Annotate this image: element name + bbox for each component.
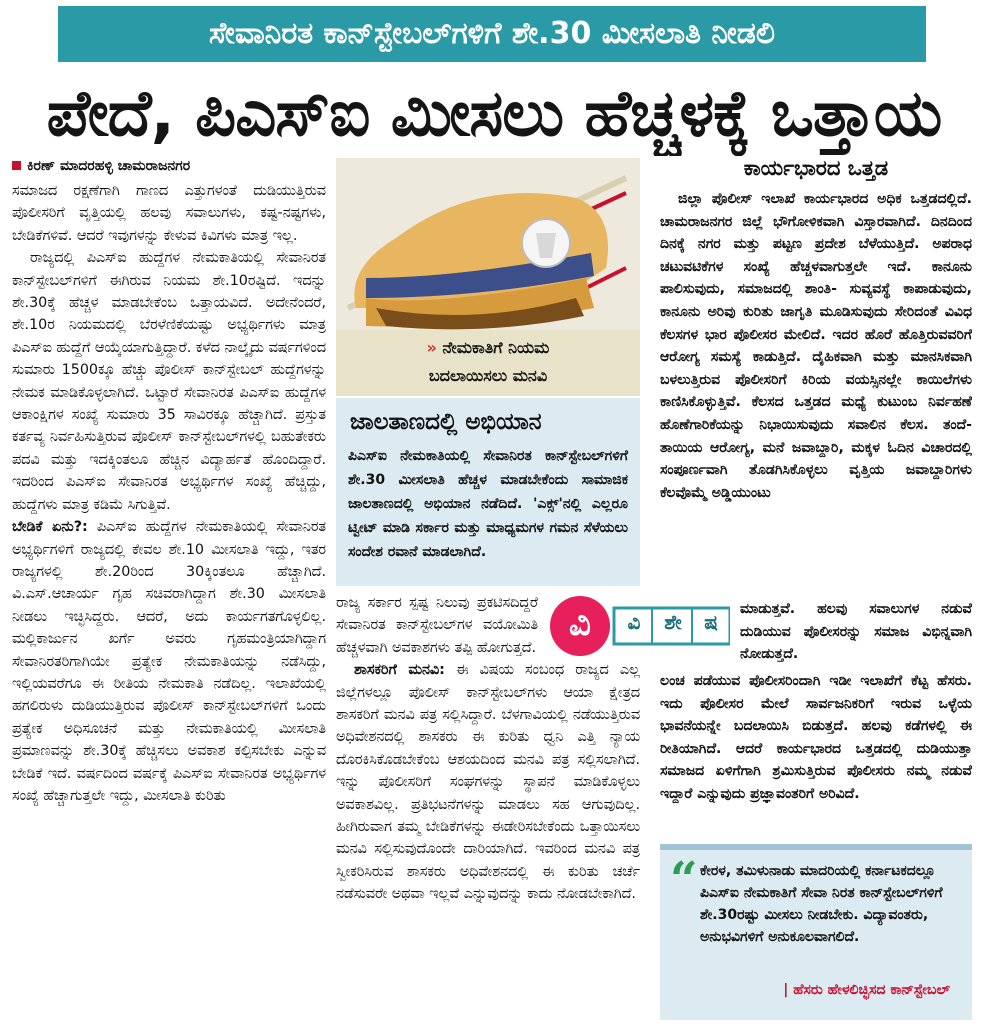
paragraph: ರಾಜ್ಯದಲ್ಲಿ ಪಿಎಸ್‌ಐ ಹುದ್ದೆಗಳ ನೇಮಕಾತಿಯಲ್ಲಿ ಸೇವಾನಿರತ ಕಾನ್‌ಸ್ಟೇಬಲ್‌ಗಳಿಗೆ ಈಗಿರುವ ನಿಯಮ ಶೇ.10ರಷ್ಟಿದೆ. ಇದನ್ನು ಶೇ.30ಕ್ಕೆ ಹೆಚ್ಚಳ ಮಾಡಬೇಕೆಂಬ ಒತ್ತಾಯವಿದೆ. ಅದೇನೆಂದರೆ, ಶೇ.10ರ ನಿಯಮದಲ್ಲಿ ಬೆರಳೆಣಿಕೆಯಷ್ಟು ಅಭ್ಯರ್ಥಿಗಳು ಮಾತ್ರ ಪಿಎಸ್‌ಐ ಹುದ್ದೆಗೆ ಆಯ್ಕೆಯಾಗುತ್ತಿದ್ದಾರೆ. ಕಳೆದ ನಾಲ್ಕೈದು ವರ್ಷಗಳಿಂದ ಸುಮಾರು 1500ಕ್ಕೂ ಹೆಚ್ಚು ಪೊಲೀಸ್ ಕಾನ್‌ಸ್ಟೇಬಲ್ ಹುದ್ದೆಗಳನ್ನು ನೇಮಕ ಮಾಡಿಕೊಳ್ಳಲಾಗಿದೆ. ಒಟ್ಟಾರೆ ಸೇವಾನಿರತ ಪಿಎಸ್‌ಐ ಹುದ್ದೆಗಳ ಆಕಾಂಕ್ಷಿಗಳ ಸಂಖ್ಯೆ ಸುಮಾರು 35 ಸಾವಿರಕ್ಕೂ ಹೆಚ್ಚಾಗಿದೆ. ಪ್ರಸ್ತುತ ಕರ್ತವ್ಯ ನಿರ್ವಹಿಸುತ್ತಿರುವ ಪೊಲೀಸ್ ಕಾನ್‌ಸ್ಟೇಬಲ್‌ಗಳಲ್ಲಿ ಬಹುತೇಕರು ಪದವಿ ಮತ್ತು ಇದಕ್ಕಿಂತಲೂ ಹೆಚ್ಚಿನ ವಿದ್ಯಾರ್ಹತೆ ಹೊಂದಿದ್ದಾರೆ. ಇದರಿಂದ ಪಿಎಸ್‌ಐ ಸೇವಾನಿರತ ಅಭ್ಯರ್ಥಿಗಳ ಸಂಖ್ಯೆ ಹೆಚ್ಚಿದ್ದು, ಹುದ್ದೆಗಳು ಮಾತ್ರ ಕಡಿಮೆ ಸಿಗುತ್ತಿವೆ. <box>12 250 326 513</box>
quote-attribution: | ಹೆಸರು ಹೇಳಲಿಚ್ಛಿಸದ ಕಾನ್‌ಸ್ಟೇಬಲ್ <box>783 982 950 998</box>
paragraph-text: ಈ ವಿಷಯ ಸಂಬಂಧ ರಾಜ್ಯದ ಎಲ್ಲ ಜಿಲ್ಲೆಗಳಲ್ಲೂ ಪೊಲೀಸ್ ಕಾನ್‌ಸ್ಟೇಬಲ್‌ಗಳು ಆಯಾ ಕ್ಷೇತ್ರದ ಶಾಸಕರಿಗೆ ಮನವಿ ಪತ್ರ ಸಲ್ಲಿಸಿದ್ದಾರೆ. ಬೆಳಗಾವಿಯಲ್ಲಿ ನಡೆಯುತ್ತಿರುವ ಅಧಿವೇಶನದಲ್ಲಿ ಶಾಸಕರು ಈ ಕುರಿತು ಧ್ವನಿ ಎತ್ತಿ ನ್ಯಾಯ ದೊರಕಿಸಿಕೊಡಬೇಕೆಂಬ ಆಶಯದಿಂದ ಮನವಿ ಪತ್ರ ಸಲ್ಲಿಸಲಾಗಿದೆ. ಇನ್ನು ಪೊಲೀಸರಿಗೆ ಸಂಘಗಳನ್ನು ಸ್ಥಾಪನೆ ಮಾಡಿಕೊಳ್ಳಲು ಅವಕಾಶವಿಲ್ಲ. ಪ್ರತಿಭಟನೆಗಳನ್ನು ಮಾಡಲು ಸಹ ಆಗುವುದಿಲ್ಲ. ಹೀಗಿರುವಾಗ ತಮ್ಮ ಬೇಡಿಕೆಗಳನ್ನು ಈಡೇರಿಸಬೇಕೆಂದು ಒತ್ತಾಯಿಸಲು ಮನವಿ ಸಲ್ಲಿಸುವುದೊಂದೇ ದಾರಿಯಾಗಿದೆ. ಇವರಿಂದ ಮನವಿ ಪತ್ರ ಸ್ವೀಕರಿಸಿರುವ ಶಾಸಕರು ಅಧಿವೇಶನದಲ್ಲಿ ಈ ಕುರಿತು ಚರ್ಚೆ ನಡೆಸುವರೇ ಅಥವಾ ಇಲ್ಲವೆ ಎನ್ನುವುದನ್ನು ಕಾದು ನೋಡಬೇಕಾಗಿದೆ. <box>336 662 640 903</box>
caption-line: ಬದಲಾಯಿಸಲು ಮನವಿ <box>428 366 548 385</box>
byline-text: ಕಿರಣ್ ಮಾದರಹಳ್ಳಿ ಚಾಮರಾಜನಗರ <box>27 158 191 174</box>
paragraph <box>12 516 326 807</box>
vishesha-v: ವಿ <box>569 604 591 644</box>
caption-line: ನೇಮಕಾತಿಗೆ ನಿಯಮ <box>442 338 550 357</box>
paragraph-text: ಪಿಎಸ್‌ಐ ಹುದ್ದೆಗಳ ನೇಮಕಾತಿಯಲ್ಲಿ ಸೇವಾನಿರತ ಅಭ್ಯರ್ಥಿಗಳಿಗೆ ರಾಜ್ಯದಲ್ಲಿ ಕೇವಲ ಶೇ.10 ಮೀಸಲಾತಿ ಇದ್ದು, ಇತರ ರಾಜ್ಯಗಳಲ್ಲಿ ಶೇ.20ರಿಂದ 30ಕ್ಕಿಂತಲೂ ಹೆಚ್ಚಾಗಿದೆ. ವಿ.ಎಸ್.ಆಚಾರ್ಯ ಗೃಹ ಸಚಿವರಾಗಿದ್ದಾಗ ಶೇ.30 ಮೀಸಲಾತಿ ನೀಡಲು ಇಚ್ಛಿಸಿದ್ದರು. ಆದರೆ, ಅದು ಕಾರ್ಯಗತಗೊಳ್ಳಲಿಲ್ಲ. ಮಲ್ಲಿಕಾರ್ಜುನ ಖರ್ಗೆ ಅವರು ಗೃಹಮಂತ್ರಿಯಾಗಿದ್ದಾಗ ಸೇವಾನಿರತರಿಗಾಗಿಯೇ ಪ್ರತ್ಯೇಕ ನೇಮಕಾತಿಯನ್ನು ನಡೆಸಿದ್ದು, ಇಲ್ಲಿಯವರೆಗೂ ಈ ರೀತಿಯ ನೇಮಕಾತಿ ನಡೆದಿಲ್ಲ. ಇಲಾಖೆಯಲ್ಲಿ ಹಗಲಿರುಳು ದುಡಿಯುತ್ತಿರುವ ಪೊಲೀಸ್ ಕಾನ್‌ಸ್ಟೇಬಲ್‌ಗಳಿಗೆ ಒಂದು ಪ್ರತ್ಯೇಕ ಅಧಿಸೂಚನೆ ಮತ್ತು ನೇಮಕಾತಿಯಲ್ಲಿ ಮೀಸಲಾತಿ ಪ್ರಮಾಣವನ್ನು ಶೇ.30ಕ್ಕೆ ಹೆಚ್ಚಿಸಲು ಅವಕಾಶ ಕಲ್ಪಿಸಬೇಕು ಎನ್ನುವ ಬೇಡಿಕೆ ಇದೆ. ವರ್ಷದಿಂದ ವರ್ಷಕ್ಕೆ ಪಿಎಸ್‌ಐ ಸೇವಾನಿರತ ಅಭ್ಯರ್ಥಿಗಳ ಸಂಖ್ಯೆ ಹೆಚ್ಚಾಗುತ್ತಲೇ ಇದ್ದು, ಮೀಸಲಾತಿ ಕುರಿತು <box>12 519 326 804</box>
paragraph: ಸಮಾಜದ ರಕ್ಷಣೆಗಾಗಿ ಗಾಣದ ಎತ್ತುಗಳಂತೆ ದುಡಿಯುತ್ತಿರುವ ಪೊಲೀಸರಿಗೆ ವೃತ್ತಿಯಲ್ಲಿ ಹಲವು ಸವಾಲುಗಳು, ಕಷ್ಟ-ನಷ್ಟಗಳು, ಬೇಡಿಕೆಗಳಿವೆ. ಆದರೆ ಇವುಗಳನ್ನು ಕೇಳುವ ಕಿವಿಗಳು ಮಾತ್ರ ಇಲ್ಲ. <box>12 183 326 244</box>
photo-caption <box>336 330 640 396</box>
column-right-cont <box>740 598 972 668</box>
quote-mark-icon: “ <box>670 852 698 908</box>
police-cap-illustration <box>336 158 640 330</box>
subheading: ಬೇಡಿಕೆ ಏನು?: <box>12 519 88 536</box>
box-title: ಜಾಲತಾಣದಲ್ಲಿ ಅಭಿಯಾನ <box>350 409 542 435</box>
paragraph: ಜಿಲ್ಲಾ ಪೊಲೀಸ್ ಇಲಾಖೆ ಕಾರ್ಯಭಾರದ ಅಧಿಕ ಒತ್ತಡದಲ್ಲಿದೆ. ಚಾಮರಾಜನಗರ ಜಿಲ್ಲೆ ಭೌಗೋಳಿಕವಾಗಿ ವಿಸ್ತಾರವಾಗಿದೆ. ದಿನದಿಂದ ದಿನಕ್ಕೆ ನಗರ ಮತ್ತು ಪಟ್ಟಣ ಪ್ರದೇಶ ಬೆಳೆಯುತ್ತಿದೆ. ಅಪರಾಧ ಚಟುವಟಿಕೆಗಳ ಸಂಖ್ಯೆ ಹೆಚ್ಚಳವಾಗುತ್ತಲೇ ಇದೆ. ಕಾನೂನು ಪಾಲಿಸುವುದು, ಸಮಾಜದಲ್ಲಿ ಶಾಂತಿ- ಸುವ್ಯವಸ್ಥೆ ಕಾಪಾಡುವುದು, ಕಾನೂನು ಅರಿವು ಕುರಿತು ಜಾಗೃತಿ ಮೂಡಿಸುವುದು ಸೇರಿದಂತೆ ವಿವಿಧ ಕೆಲಸಗಳ ಭಾರ ಪೊಲೀಸರ ಮೇಲಿದೆ. ಇದರ ಹೊರೆ ಹೊತ್ತಿರುವವರಿಗೆ ಆರೋಗ್ಯ ಸಮಸ್ಯೆ ಕಾಡುತ್ತಿದೆ. ದೈಹಿಕವಾಗಿ ಮತ್ತು ಮಾನಸಿಕವಾಗಿ ಬಳಲುತ್ತಿರುವ ಪೊಲೀಸರಿಗೆ ಕಿರಿಯ ವಯಸ್ಸಿನಲ್ಲೇ ಕಾಯಿಲೆಗಳು ಕಾಣಿಸಿಕೊಳ್ಳುತ್ತಿವೆ. ಕೆಲಸದ ಒತ್ತಡದ ಮಧ್ಯೆ ಕುಟುಂಬ ನಿರ್ವಹಣೆ ಹೊಣೆಗಾರಿಕೆಯನ್ನು ನಿಭಾಯಿಸುವುದು ಸವಾಲಿನ ಕೆಲಸ. ತಂದೆ-ತಾಯಿಯ ಆರೋಗ್ಯ, ಮನೆ ಜವಾಬ್ದಾರಿ, ಮಕ್ಕಳ ಓದಿನ ವಿಚಾರದಲ್ಲಿ ಸಂಪೂರ್ಣವಾಗಿ ತೊಡಗಿಸಿಕೊಳ್ಳಲು ವೃತ್ತಿಯ ಜವಾಬ್ದಾರಿಗಳು ಕೆಲವೊಮ್ಮೆ ಅಡ್ಡಿಯುಂಟು <box>660 191 972 501</box>
police-cap-photo <box>336 158 640 330</box>
headline: ಪೇದೆ, ಪಿಎಸ್‌ಐ ಮೀಸಲು ಹೆಚ್ಚಳಕ್ಕೆ ಒತ್ತಾಯ <box>46 77 942 151</box>
byline-square-icon <box>12 161 21 170</box>
column-right <box>660 188 972 594</box>
paragraph <box>336 659 640 905</box>
vishesha-logo <box>548 594 730 658</box>
quote-box <box>660 844 972 1020</box>
quote-text: ಕೇರಳ, ತಮಿಳುನಾಡು ಮಾದರಿಯಲ್ಲಿ ಕರ್ನಾಟಕದಲ್ಲೂ ಪಿಎಸ್‌ಐ ನೇಮಕಾತಿಗೆ ಸೇವಾ ನಿರತ ಕಾನ್‌ಸ್ಟೇಬಲ್‌ಗಳಿಗೆ ಶೇ.30ರಷ್ಟು ಮೀಸಲು ನೀಡಬೇಕು. ವಿದ್ಯಾವಂತರು, ಅನುಭವಿಗಳಿಗೆ ಅನುಕೂಲವಾಗಲಿದೆ. <box>700 863 943 945</box>
byline <box>12 158 190 174</box>
vishesha-letter: ಷ <box>704 610 718 634</box>
paragraph: ರಾಜ್ಯ ಸರ್ಕಾರ ಸ್ಪಷ್ಟ ನಿಲುವು ಪ್ರಕಟಿಸದಿದ್ದರೆ ಸೇವಾನಿರತ ಕಾನ್‌ಸ್ಟೇಬಲ್‌ಗಳ ವಯೋಮಿತಿ ಹೆಚ್ಚಳವಾಗಿ ಅವಕಾಶಗಳು ತಪ್ಪಿ ಹೋಗುತ್ತದೆ. <box>336 595 538 656</box>
social-campaign-box <box>336 398 640 586</box>
box-text: ಪಿಎಸ್‌ಐ ನೇಮಕಾತಿಯಲ್ಲಿ ಸೇವಾನಿರತ ಕಾನ್‌ಸ್ಟೇಬಲ್‌ಗಳಿಗೆ ಶೇ.30 ಮೀಸಲಾತಿ ಹೆಚ್ಚಳ ಮಾಡಬೇಕೆಂದು ಸಾಮಾಜಿಕ ಜಾಲತಾಣದಲ್ಲಿ ಅಭಿಯಾನ ನಡೆದಿದೆ. 'ಎಕ್ಸ್'ನಲ್ಲಿ ಎಲ್ಲರೂ ಟ್ವೀಟ್ ಮಾಡಿ ಸರ್ಕಾರ ಮತ್ತು ಮಾಧ್ಯಮಗಳ ಗಮನ ಸೆಳೆಯಲು ಸಂದೇಶ ರವಾನೆ ಮಾಡಲಾಗಿದೆ. <box>348 448 628 560</box>
side-heading: ಕಾರ್ಯಭಾರದ ಒತ್ತಡ <box>743 156 889 180</box>
paragraph: ಲಂಚ ಪಡೆಯುವ ಪೊಲೀಸರಿಂದಾಗಿ ಇಡೀ ಇಲಾಖೆಗೆ ಕೆಟ್ಟ ಹೆಸರು. ಇದು ಪೊಲೀಸರ ಮೇಲೆ ಸಾರ್ವಜನಿಕರಿಗೆ ಇರುವ ಒಳ್ಳೆಯ ಭಾವನೆಯನ್ನೇ ಬದಲಾಯಿಸಿ ಬಿಡುತ್ತದೆ. ಹಲವು ಕಡೆಗಳಲ್ಲಿ ಈ ರೀತಿಯಾಗಿದೆ. ಆದರೆ ಕಾರ್ಯಭಾರದ ಒತ್ತಡದಲ್ಲಿ ದುಡಿಯುತ್ತಾ ಸಮಾಜದ ಏಳಿಗೆಗಾಗಿ ಶ್ರಮಿಸುತ್ತಿರುವ ಪೊಲೀಸರು ನಮ್ಮ ನಡುವೆ ಇದ್ದಾರೆ ಎನ್ನುವುದು ಪ್ರಜ್ಞಾವಂತರಿಗೆ ಅರಿವಿದೆ. <box>660 673 972 802</box>
quote-top-bar <box>660 844 972 850</box>
vishesha-letter: ವಿ <box>627 610 641 634</box>
column-right-bottom <box>660 670 972 840</box>
column-left <box>12 180 326 1022</box>
subheading: ಶಾಸಕರಿಗೆ ಮನವಿ: <box>354 662 445 679</box>
caption-marker: » <box>426 338 437 357</box>
kicker-banner: ಸೇವಾನಿರತ ಕಾನ್‌ಸ್ಟೇಬಲ್‌ಗಳಿಗೆ ಶೇ.30 ಮೀಸಲಾತಿ ನೀಡಲಿ <box>58 6 926 62</box>
paragraph: ಮಾಡುತ್ತವೆ. ಹಲವು ಸವಾಲುಗಳ ನಡುವೆ ದುಡಿಯುವ ಪೊಲೀಸರನ್ನು ಸಮಾಜ ವಿಭಿನ್ನವಾಗಿ ನೋಡುತ್ತದೆ. <box>740 601 972 663</box>
vishesha-letter: ಶೇ <box>664 610 682 634</box>
